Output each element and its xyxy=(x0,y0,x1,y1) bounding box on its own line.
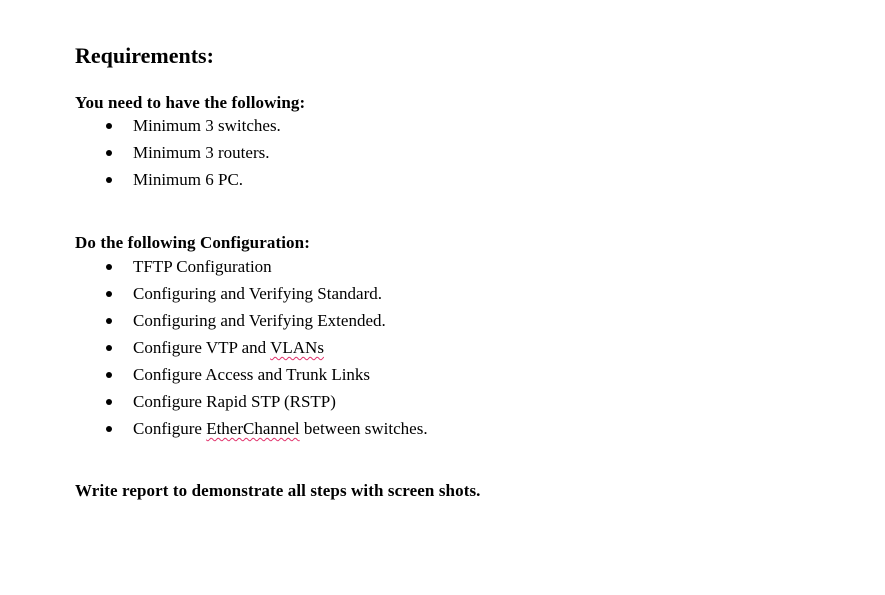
report-instruction: Write report to demonstrate all steps with screen shots. xyxy=(75,481,481,500)
bullet-icon xyxy=(106,345,112,351)
have-section-heading: You need to have the following: xyxy=(75,93,306,112)
bullet-icon xyxy=(106,291,112,297)
config-section-heading: Do the following Configuration: xyxy=(75,233,310,252)
bullet-icon xyxy=(106,318,112,324)
bullet-icon xyxy=(106,399,112,405)
bullet-icon xyxy=(106,150,112,156)
spellcheck-flagged-word[interactable]: EtherChannel xyxy=(206,419,300,438)
bullet-icon xyxy=(106,123,112,129)
page-title: Requirements: xyxy=(75,43,214,68)
bullet-icon xyxy=(106,177,112,183)
spellcheck-flagged-word[interactable]: VLANs xyxy=(270,338,324,357)
bullet-icon xyxy=(106,426,112,432)
bullet-icon xyxy=(106,264,112,270)
document-page: Requirements: You need to have the following: Minimum 3 switches. Minimum 3 routers. Minimum 6 PC. Do the following Configuration: TFTP Configuration Configuring and Verifying Standard. Configuring and Verifying Extended. Configure VTP and VLANs Configure Access and Trunk Links Configure Rapid STP (RSTP) Configure EtherChannel between switches. Write report to demonstrate all steps with screen shots. xyxy=(75,43,481,500)
bullet-icon xyxy=(106,372,112,378)
